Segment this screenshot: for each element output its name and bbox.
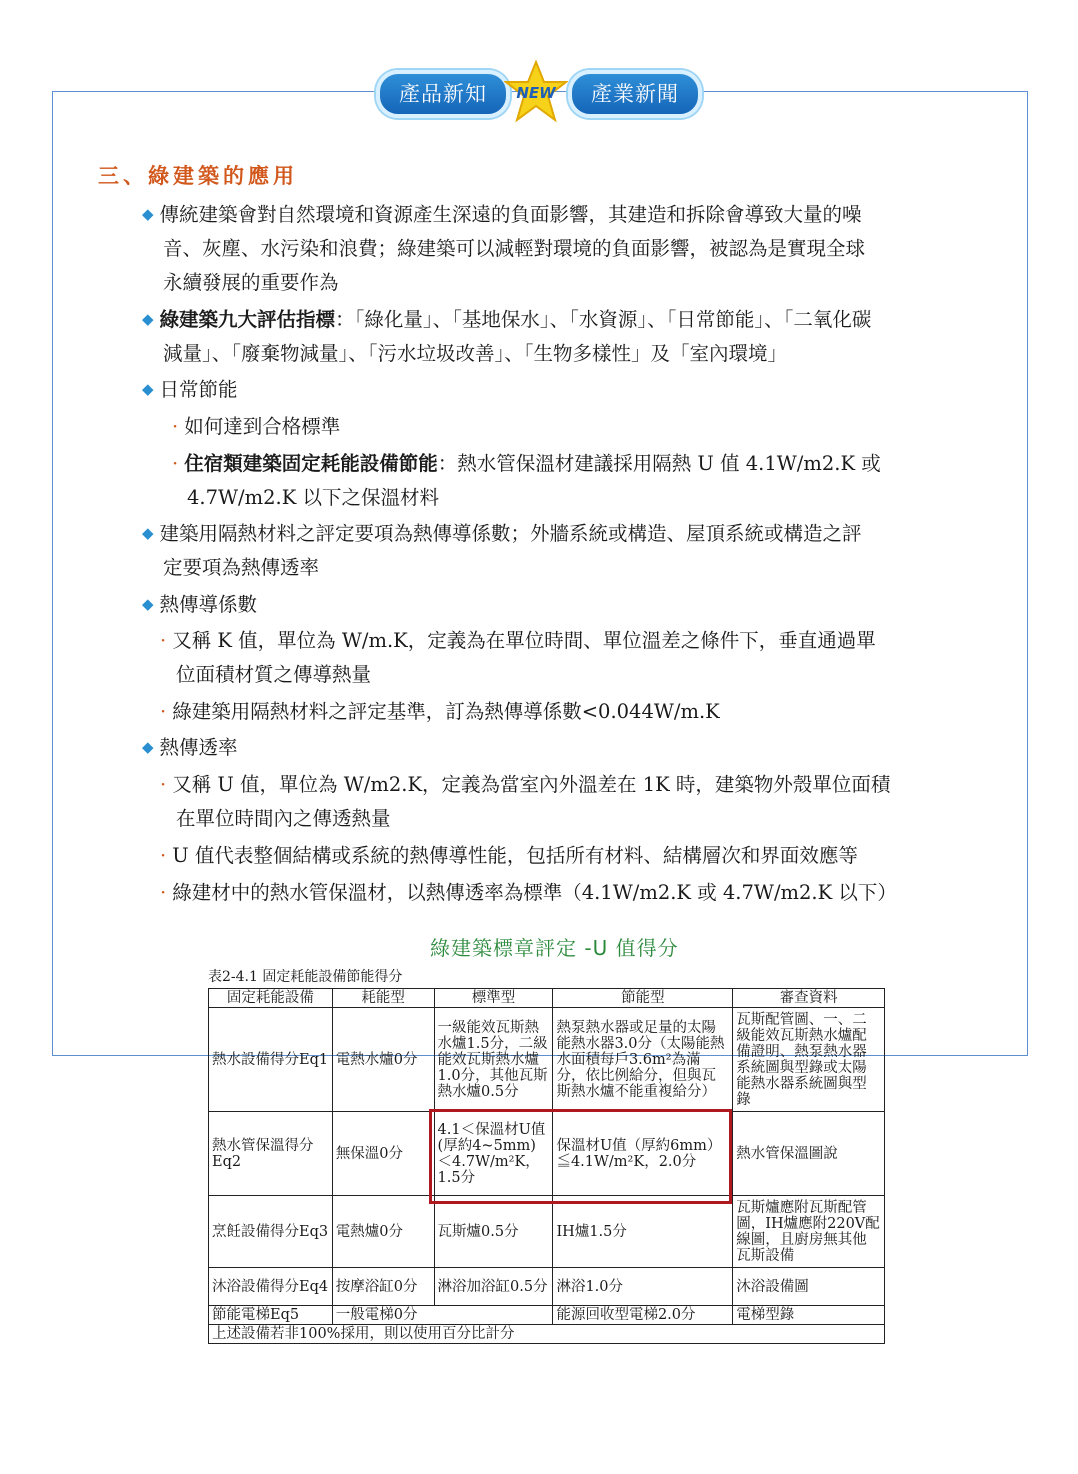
bullet-1-line-2: 音、灰塵、水污染和浪費；綠建築可以減輕對環境的負面影響，被認為是實現全球: [163, 237, 866, 260]
table-cell: 電梯型錄: [733, 1306, 885, 1325]
table-header-cell: 耗能型: [332, 989, 434, 1008]
table-footer-cell: 上述設備若非100%採用，則以使用百分比計分: [209, 1325, 885, 1344]
table-cell: 按摩浴缸0分: [332, 1268, 434, 1306]
bullet-1-line-3: 永續發展的重要作為: [163, 271, 339, 294]
table-cell: 瓦斯爐應附瓦斯配管圖，IH爐應附220V配線圖，且廚房無其他瓦斯設備: [733, 1196, 885, 1268]
table-cell: 電熱爐0分: [332, 1196, 434, 1268]
new-star-icon: [504, 60, 568, 124]
sub-bullet-3a: · 如何達到合格標準: [172, 415, 341, 438]
table-cell: 能源回收型電梯2.0分: [553, 1306, 733, 1325]
table-header-cell: 標準型: [434, 989, 553, 1008]
bullet-2-line-2: 減量」、「廢棄物減量」、「污水垃圾改善」、「生物多樣性」及「室內環境」: [163, 342, 788, 365]
dot-bullet-icon: ·: [160, 881, 167, 904]
diamond-bullet-icon: ◆: [142, 595, 154, 613]
table-cell: 淋浴1.0分: [553, 1268, 733, 1306]
table-cell: 一般電梯0分: [332, 1306, 553, 1325]
bullet-1-line-1: ◆ 傳統建築會對自然環境和資源產生深遠的負面影響，其建造和拆除會導致大量的噪: [142, 203, 862, 226]
dot-bullet-icon: ·: [172, 415, 179, 438]
table-cell: 熱水設備得分Eq1: [209, 1008, 333, 1112]
diamond-bullet-icon: ◆: [142, 310, 154, 328]
diamond-bullet-icon: ◆: [142, 738, 154, 756]
table-cell: 沐浴設備圖: [733, 1268, 885, 1306]
table-cell: 烹飪設備得分Eq3: [209, 1196, 333, 1268]
table-header-row: [209, 989, 885, 1008]
bullet-4-line-1: ◆ 建築用隔熱材料之評定要項為熱傳導係數；外牆系統或構造、屋頂系統或構造之評: [142, 522, 862, 545]
dot-bullet-icon: ·: [160, 629, 167, 652]
sub-bullet-6b: · U 值代表整個結構或系統的熱傳導性能，包括所有材料、結構層次和界面效應等: [160, 844, 858, 867]
bullet-3-line: ◆ 日常節能: [142, 378, 238, 401]
figure-title: 綠建築標章評定 -U 值得分: [430, 936, 679, 960]
section-title: 三、綠建築的應用: [98, 164, 298, 188]
bullet-2-line-1: ◆ 綠建築九大評估指標：「綠化量」、「基地保水」、「水資源」、「日常節能」、「二氧化碳: [142, 308, 872, 331]
sub-bullet-5a-line-2: 位面積材質之傳導熱量: [176, 663, 372, 686]
table-cell: 一級能效瓦斯熱水爐1.5分，二級能效瓦斯熱水爐1.0分，其他瓦斯熱水爐0.5分: [434, 1008, 553, 1112]
dot-bullet-icon: ·: [160, 700, 167, 723]
table-cell: 無保溫0分: [332, 1112, 434, 1196]
sub-bullet-6a-line-1: · 又稱 U 值，單位為 W/m2.K，定義為當室內外溫差在 1K 時，建築物外殼單位面積: [160, 773, 891, 796]
table-row: [209, 1196, 885, 1268]
table-caption: 表2-4.1 固定耗能設備節能得分: [208, 969, 403, 985]
table-cell: 電熱水爐0分: [332, 1008, 434, 1112]
diamond-bullet-icon: ◆: [142, 380, 154, 398]
table-header-cell: 節能型: [553, 989, 733, 1008]
new-badge-text: NEW: [516, 84, 556, 102]
diamond-bullet-icon: ◆: [142, 524, 154, 542]
bullet-6-line: ◆ 熱傳透率: [142, 736, 238, 759]
industry-news-tab[interactable]: 產業新聞: [568, 70, 702, 118]
product-news-tab[interactable]: 產品新知: [376, 70, 510, 118]
table-row: [209, 1306, 885, 1325]
table-cell: 瓦斯配管圖、一、二級能效瓦斯熱水爐配備證明、熱泵熱水器系統圖與型錄或太陽能熱水器系統圖與型錄: [733, 1008, 885, 1112]
table-row: [209, 1008, 885, 1112]
table-cell: 熱泵熱水器或足量的太陽能熱水器3.0分（太陽能熱水面積每戶3.6m²為滿分，依比例給分，但與瓦斯熱水爐不能重複給分）: [553, 1008, 733, 1112]
diamond-bullet-icon: ◆: [142, 205, 154, 223]
table-cell: IH爐1.5分: [553, 1196, 733, 1268]
dot-bullet-icon: ·: [172, 452, 179, 475]
bullet-4-line-2: 定要項為熱傳透率: [163, 556, 320, 579]
table-header-cell: 固定耗能設備: [209, 989, 333, 1008]
header-banner: [372, 58, 702, 124]
table-cell: 熱水管保溫得分Eq2: [209, 1112, 333, 1196]
table-cell: 熱水管保溫圖說: [733, 1112, 885, 1196]
table-cell: 瓦斯爐0.5分: [434, 1196, 553, 1268]
table-header-cell: 審查資料: [733, 989, 885, 1008]
table-cell: 保溫材U值（厚約6mm）≦4.1W/m²K，2.0分: [553, 1112, 733, 1196]
table-row: [209, 1268, 885, 1306]
sub-bullet-5b: · 綠建築用隔熱材料之評定基準，訂為熱傳導係數<0.044W/m.K: [160, 700, 720, 723]
bullet-5-line: ◆ 熱傳導係數: [142, 593, 258, 616]
dot-bullet-icon: ·: [160, 773, 167, 796]
table-footer-row: [209, 1325, 885, 1344]
sub-bullet-3b-line-2: 4.7W/m2.K 以下之保溫材料: [187, 486, 439, 509]
table-cell: 沐浴設備得分Eq4: [209, 1268, 333, 1306]
sub-bullet-6c: · 綠建材中的熱水管保溫材，以熱傳透率為標準（4.1W/m2.K 或 4.7W/m2.K 以下）: [160, 881, 897, 904]
sub-bullet-6a-line-2: 在單位時間內之傳透熱量: [176, 807, 391, 830]
sub-bullet-5a-line-1: · 又稱 K 值，單位為 W/m.K，定義為在單位時間、單位溫差之條件下，垂直通過單: [160, 629, 876, 652]
table-cell: 4.1＜保溫材U值(厚約4~5mm)＜4.7W/m²K，1.5分: [434, 1112, 553, 1196]
table-cell: 淋浴加浴缸0.5分: [434, 1268, 553, 1306]
highlight-box: [429, 1109, 732, 1204]
dot-bullet-icon: ·: [160, 844, 167, 867]
sub-bullet-3b-line-1: · 住宿類建築固定耗能設備節能：熱水管保溫材建議採用隔熱 U 值 4.1W/m2.K 或: [172, 452, 881, 475]
table-cell: 節能電梯Eq5: [209, 1306, 333, 1325]
